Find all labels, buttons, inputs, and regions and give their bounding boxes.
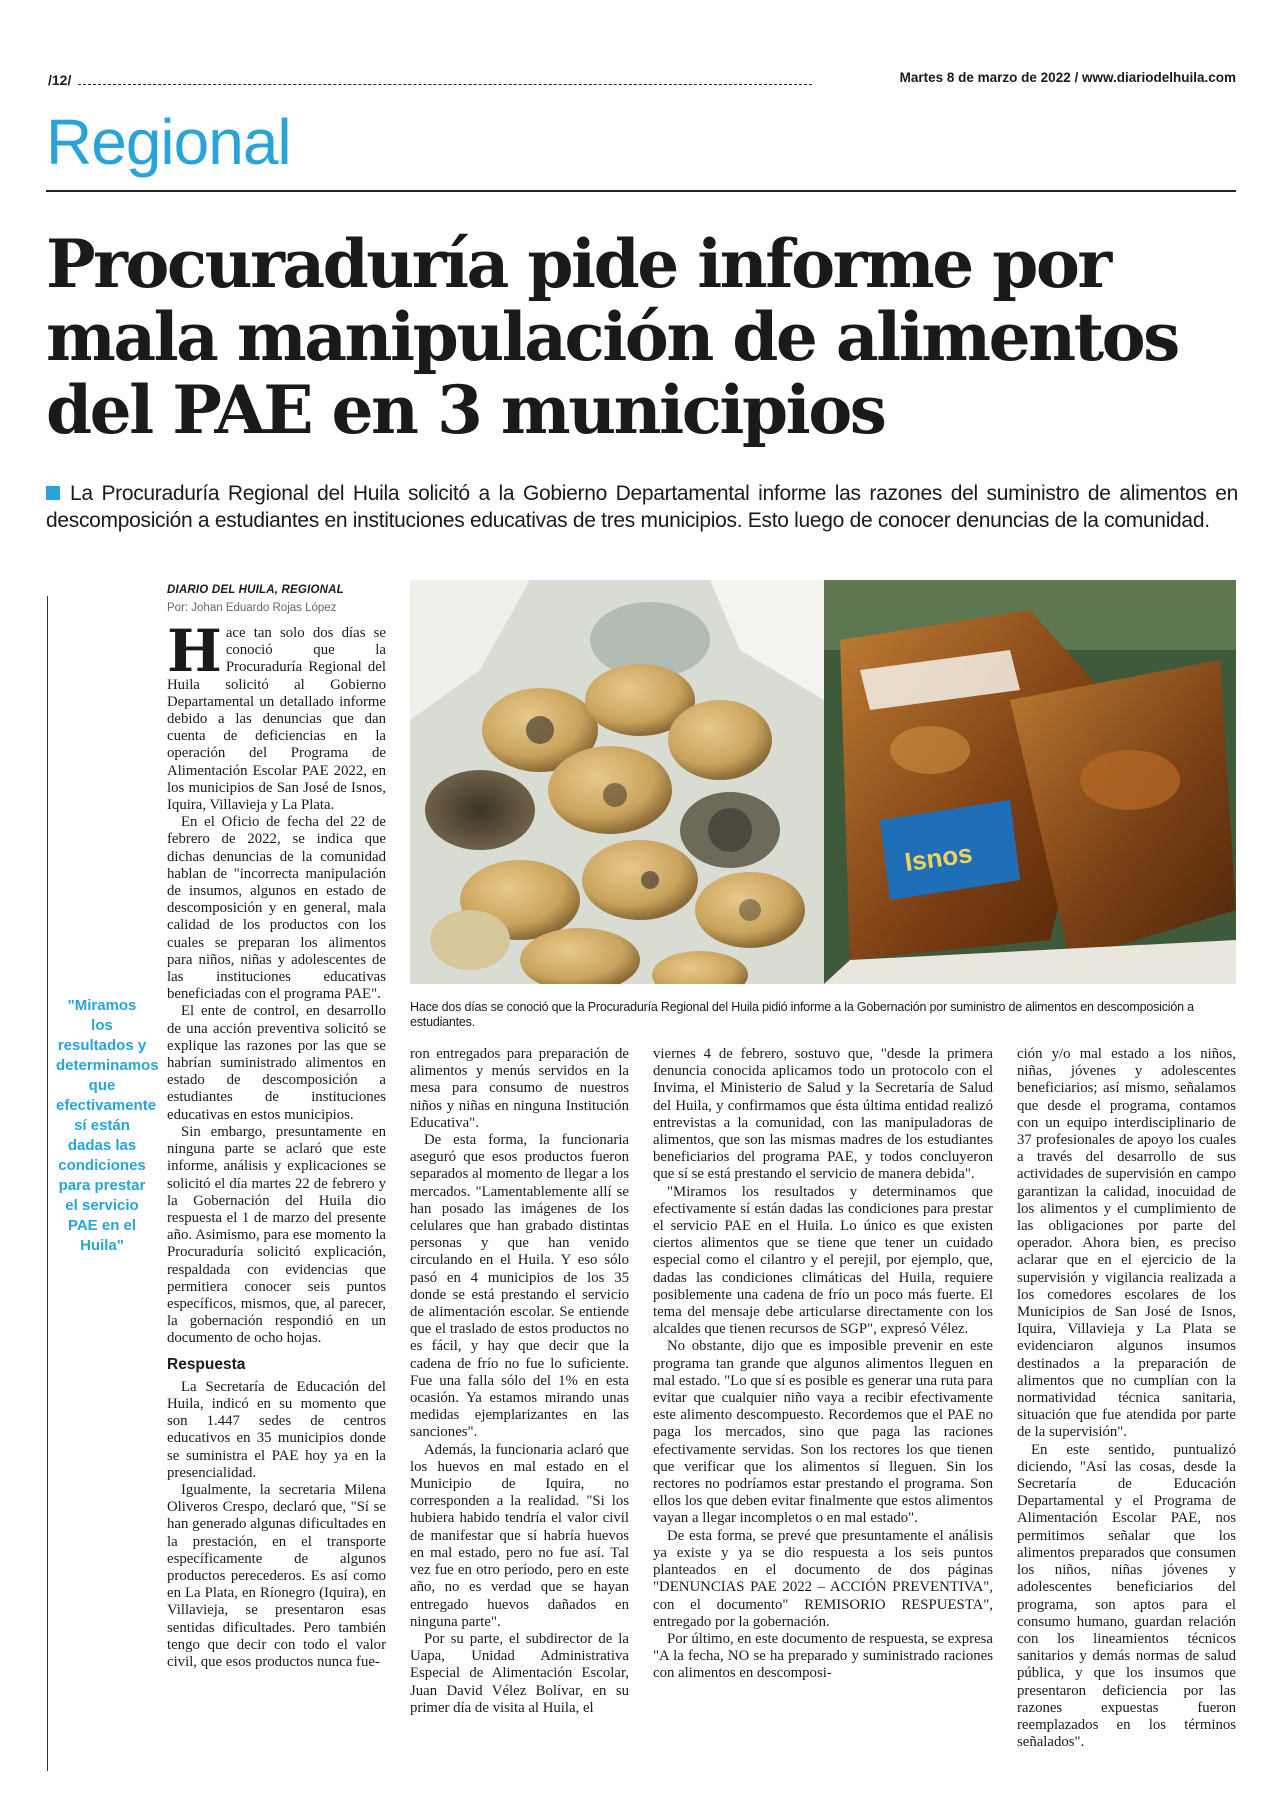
article-column-4 <box>1017 1046 1236 1751</box>
headline-line: del PAE en 3 municipios <box>46 371 885 449</box>
paragraph: El ente de control, en desarrollo de una acción preventiva solicitó se explique las razones por las que se habrían suministrado alimentos en estado de descomposición a estudiantes de instituciones educativas en estos municipios. <box>167 1003 386 1123</box>
left-rail-rule <box>47 596 48 1771</box>
spoiled-food-photo <box>410 580 1236 984</box>
paragraph: Además, la funcionaria aclaró que los huevos en mal estado en el Municipio de Iquira, no corresponden a la realidad. "Si los hubiera habido tendría el valor civil de manifestar que sí habría huevos en mal estado, pero no fue así. Tal vez fue en otro período, pero en este año, no es verdad que se hayan entregado huevos dañados en ninguna parte". <box>410 1441 629 1630</box>
paragraph: Sin embargo, presuntamente en ninguna parte se aclaró que este informe, análisis y explicaciones se solicitó el día martes 22 de febrero y la Gobernación del Huila dio respuesta el 1 de marzo del presente año. Asimismo, para ese momento la Procuraduría solicitó explicación, respaldada con evidencias que permitiera conocer seis puntos específicos, mismos, que, al parecer, la gobernación respondió en un documento de ocho hojas. <box>167 1123 386 1347</box>
paragraph: No obstante, dijo que es imposible prevenir en este programa tan grande que algunos alimentos lleguen en mal estado. "Lo que sí es posible es generar una ruta para evitar que cualquier niño vaya a recibir efectivamente este alimento descompuesto. Recordemos que el PAE no paga los mercados, sino que paga las raciones efectivamente servidas. Son los rectores los que tienen que verificar que los alimentos sí lleguen. Sin los rectores no podríamos estar prestando el programa. Son ellos los que deben evitar finalmente que estos alimentos vayan a llegar incompletos o en mal estado". <box>653 1338 993 1527</box>
section-rule <box>46 190 1236 192</box>
headline <box>46 225 1246 449</box>
paragraph: Igualmente, la secretaria Milena Oliveros Crespo, declaró que, "Sí se han generado algunas dificultades en la prestación, en el transporte específicamente de algunos productos perecederos. Es así como en La Plata, en Ríonegro (Iquira), en Villavieja, se presentaron esas sentidas dificultades. Pero también tengo que decir con todo el valor civil, que esos productos nunca fue- <box>167 1481 386 1670</box>
drop-cap: H <box>167 617 222 685</box>
byline-author: Por: Johan Eduardo Rojas López <box>167 602 337 614</box>
paragraph: La Secretaría de Educación del Huila, indicó en su momento que son 1.447 sedes de centros educativos en 35 municipios donde se suministra el PAE hoy ya en la presencialidad. <box>167 1378 386 1481</box>
header-dashed-rule <box>78 84 812 85</box>
paragraph: Hace tan solo dos días se conoció que la Procuraduría Regional del Huila solicitó al Gobierno Departamental un detallado informe debido a las denuncias que dan cuenta de deficiencias en la operación del Programa de Alimentación Escolar PAE 2022, en los municipios de San José de Isnos, Iquira, Villavieja y La Plata. <box>167 617 386 814</box>
pull-quote: "Miramos los resultados y determinamos que efectivamente sí están dadas las condiciones para prestar el servicio PAE en el Huila" <box>56 997 159 1254</box>
headline-line: mala manipulación de alimentos <box>46 298 1178 376</box>
article-column-2 <box>410 1046 629 1717</box>
paragraph: De esta forma, la funcionaria aseguró que esos productos fueron separados al momento de llegar a los mercados. "Lamentablemente allí se han posado las imágenes de los celulares que han grabado distintas personas y que han venido circulando en el Huila. Y eso sólo pasó en 4 municipios de los 35 donde se está prestando el servicio de alimentación escolar. Se entiende que el traslado de estos productos no es fácil, y hay que decir que la cadena de frío no fue lo suficiente. Fue una falla sólo del 1% en esta ocasión. Ya estamos mirando unas medidas ejemplarizantes en las sanciones". <box>410 1132 629 1441</box>
paragraph: En este sentido, puntualizó diciendo, "Así las cosas, desde la Secretaría de Educación Departamental y el Programa de Alimentación Escolar PAE, nos permitimos señalar que los alimentos preparados que consumen los niños, niñas jóvenes y adolescentes beneficiarios del programa, son aptos para el consumo humano, guardan relación con los lineamientos técnicos sanitarios y demás normas de salud pública, y que los insumos que presentaron deficiencia por las razones expuestas fueron reemplazados en los términos señalados". <box>1017 1441 1236 1751</box>
paragraph: Por su parte, el subdirector de la Uapa, Unidad Administrativa Especial de Alimentación Escolar, Juan David Vélez Bolívar, en su primer día de visita al Huila, el <box>410 1630 629 1716</box>
deck <box>46 480 1238 534</box>
article-column-1 <box>167 617 386 1671</box>
section-title: Regional <box>46 106 291 178</box>
deck-text: La Procuraduría Regional del Huila solicitó a la Gobierno Departamental informe las razones del suministro de alimentos en descomposición a estudiantes en instituciones educativas de tres municipios. Esto luego de conocer denuncias de la comunidad. <box>46 482 1238 532</box>
page-number: /12/ <box>48 72 72 88</box>
dateline: Martes 8 de marzo de 2022 / www.diariodelhuila.com <box>899 70 1236 85</box>
article-column-3 <box>653 1046 993 1683</box>
byline-source: DIARIO DEL HUILA, REGIONAL <box>167 584 344 596</box>
paragraph: En el Oficio de fecha del 22 de febrero de 2022, se indica que dichas denuncias de la comunidad hablan de "incorrecta manipulación de insumos, algunos en estado de descomposición y en general, mala calidad de los productos con los cuales se preparan los alimentos para niños, niñas y adolescentes de las instituciones educativas beneficiadas con el programa PAE". <box>167 814 386 1003</box>
paragraph: viernes 4 de febrero, sostuvo que, "desde la primera denuncia conocida aplicamos todo un protocolo con el Invima, el Ministerio de Salud y la Secretaría de Salud del Huila, y confirmamos que ésta última entidad realizó entrevistas a la comunidad, con las manipuladoras de alimentos, que son las mismas madres de los estudiantes beneficiarios del programa PAE, y todos concluyeron que sí se está prestando el servicio de manera debida". <box>653 1046 993 1183</box>
photo-caption: Hace dos días se conoció que la Procuraduría Regional del Huila pidió informe a la Gobernación por suministro de alimentos en descomposición a estudiantes. <box>410 1000 1194 1029</box>
paragraph: ción y/o mal estado a los niños, niñas, jóvenes y adolescentes beneficiarios; así mismo, señalamos que desde el programa, contamos con un equipo interdisciplinario de 37 profesionales de apoyo los cuales a través del desarrollo de sus actividades de supervisión en campo garantizan la calidad, inocuidad de los alimentos y el cumplimiento de las obligaciones por parte del operador. Ahora bien, es preciso aclarar que en el ejercicio de la supervisión y vigilancia realizada a los comedores escolares de los Municipios de San José de Isnos, Iquira, Villavieja y La Plata se evidenciaron algunos insumos destinados a la preparación de alimentos que no cumplían con la normatividad técnica sanitaria, situación que fue atendida por parte de la supervisión". <box>1017 1046 1236 1441</box>
subhead: Respuesta <box>167 1355 246 1373</box>
paragraph: De esta forma, se prevé que presuntamente el análisis ya existe y ya se dio respuesta a los seis puntos planteados en el documento de dos páginas "DENUNCIAS PAE 2022 – ACCIÓN PREVENTIVA", con el documento" REMISORIO RESPUESTA", entregado por la gobernación. <box>653 1527 993 1630</box>
svg-text:Isnos: Isnos <box>902 837 975 878</box>
paragraph: ron entregados para preparación de alimentos y menús servidos en la mesa para consumo de nuestros niños y niñas en ninguna Institución Educativa". <box>410 1046 629 1131</box>
deck-square-icon <box>46 486 60 500</box>
headline-line: Procuraduría pide informe por <box>46 225 1110 303</box>
paragraph: Por último, en este documento de respuesta, se expresa "A la fecha, NO se ha preparado y suministrado raciones con alimentos en descomposi- <box>653 1630 993 1682</box>
paragraph: "Miramos los resultados y determinamos que efectivamente sí están dadas las condiciones para prestar el servicio PAE en el Huila. Lo único es que existen ciertos alimentos que se tiene que tener un cuidado especial como el cilantro y el perejil, por ejemplo, que, dadas las condiciones climáticas del Huila, requiere posiblemente una cadena de frío un poco más fuerte. El tema del mensaje debe articularse directamente con los alcaldes que tienen recursos de SGP", expresó Vélez. <box>653 1183 993 1338</box>
article-photo <box>410 580 1236 984</box>
